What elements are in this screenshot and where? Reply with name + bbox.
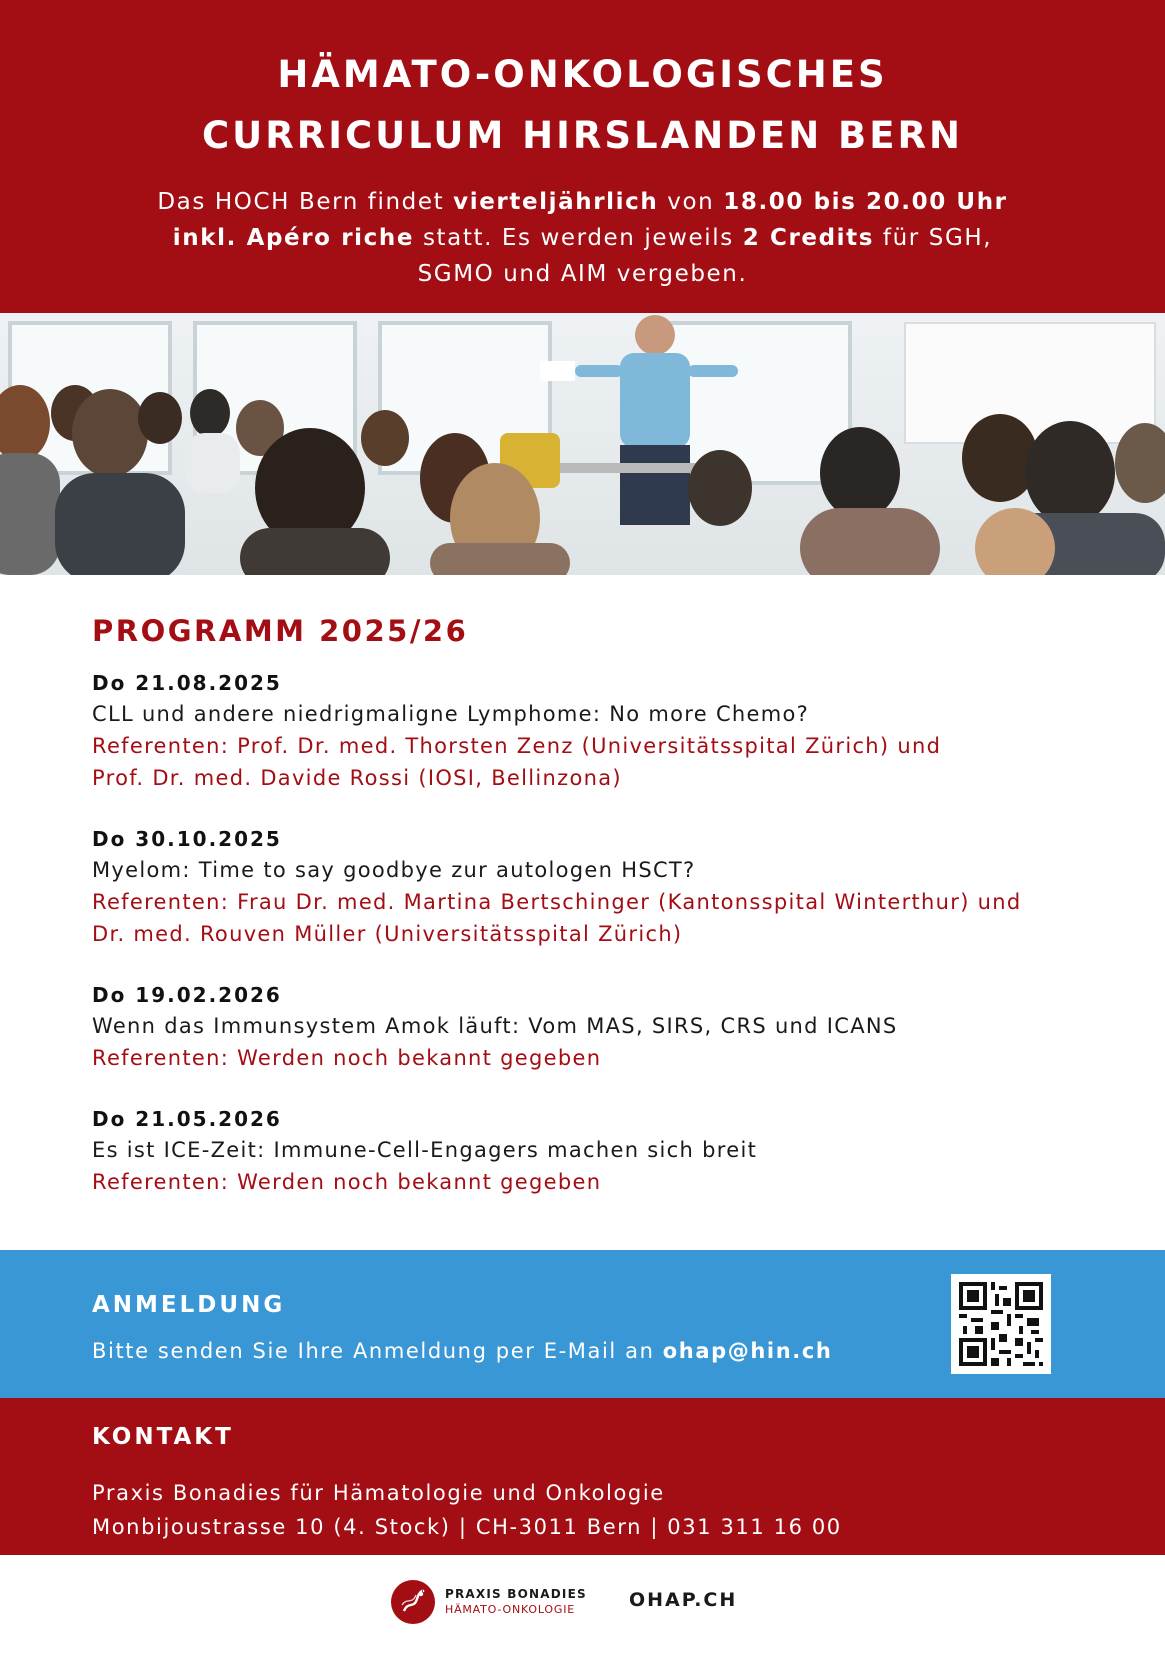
event-topic: CLL und andere niedrigmaligne Lymphome: No more Chemo?	[92, 702, 810, 726]
event-date: Do 21.08.2025	[92, 671, 282, 695]
event-date: Do 21.05.2026	[92, 1107, 282, 1131]
event-topic: Myelom: Time to say goodbye zur autologen HSCT?	[92, 858, 696, 882]
program-title: PROGRAMM 2025/26	[92, 614, 469, 648]
logo-name: PRAXIS BONADIES	[445, 1587, 587, 1601]
event-date: Do 30.10.2025	[92, 827, 282, 851]
seminar-photo	[0, 313, 1165, 575]
contact-practice-name: Praxis Bonadies für Hämatologie und Onkologie	[92, 1481, 665, 1505]
qr-code[interactable]	[951, 1274, 1051, 1374]
event-speakers: Referenten: Frau Dr. med. Martina Bertschinger (Kantonsspital Winterthur) und	[92, 890, 1022, 914]
praxis-logo	[390, 1579, 587, 1627]
event-speakers: Referenten: Werden noch bekannt gegeben	[92, 1046, 602, 1070]
page-title	[0, 0, 1165, 166]
intro-text	[133, 184, 1033, 292]
intro-part-2: von	[658, 189, 724, 215]
event-speakers-cont: Prof. Dr. med. Davide Rossi (IOSI, Bellinzona)	[92, 766, 622, 790]
contact-address: Monbijoustrasse 10 (4. Stock) | CH-3011 Bern | 031 311 16 00	[92, 1515, 842, 1539]
intro-bold-2: 18.00 bis 20.00 Uhr inkl. Apéro riche	[172, 189, 1008, 251]
intro-part-3: statt. Es werden jeweils	[414, 225, 743, 251]
registration-section	[0, 1250, 1165, 1398]
event-speakers: Referenten: Werden noch bekannt gegeben	[92, 1170, 602, 1194]
event-topic: Wenn das Immunsystem Amok läuft: Vom MAS, SIRS, CRS und ICANS	[92, 1014, 898, 1038]
contact-title: KONTAKT	[92, 1424, 234, 1450]
intro-part-1: Das HOCH Bern findet	[157, 189, 454, 215]
event-item	[92, 980, 1092, 1074]
registration-title: ANMELDUNG	[92, 1292, 286, 1318]
registration-text	[92, 1336, 832, 1366]
title-line-2: CURRICULUM HIRSLANDEN BERN	[202, 114, 963, 157]
website-link[interactable]: OHAP.CH	[629, 1589, 738, 1611]
event-date: Do 19.02.2026	[92, 983, 282, 1007]
event-topic: Es ist ICE-Zeit: Immune-Cell-Engagers machen sich breit	[92, 1138, 758, 1162]
event-item	[92, 668, 1092, 794]
registration-email-link[interactable]: ohap@hin.ch	[662, 1339, 833, 1363]
event-item	[92, 1104, 1092, 1198]
event-speakers-cont: Dr. med. Rouven Müller (Universitätsspital Zürich)	[92, 922, 683, 946]
program-section	[92, 614, 1092, 1228]
contact-section	[0, 1398, 1165, 1555]
event-item	[92, 824, 1092, 950]
intro-part-4: für SGH, SGMO und AIM vergeben.	[417, 225, 993, 287]
registration-instruction: Bitte senden Sie Ihre Anmeldung per E-Mail an	[92, 1339, 663, 1363]
header-banner	[0, 0, 1165, 313]
title-line-1: HÄMATO-ONKOLOGISCHES	[277, 53, 888, 96]
event-speakers: Referenten: Prof. Dr. med. Thorsten Zenz (Universitätsspital Zürich) und	[92, 734, 942, 758]
logo-mark-icon	[390, 1579, 436, 1625]
logo-subtitle: HÄMATO-ONKOLOGIE	[445, 1603, 575, 1616]
footer	[0, 1555, 1165, 1655]
intro-bold-1: vierteljährlich	[453, 189, 659, 215]
intro-bold-3: 2 Credits	[742, 225, 875, 251]
